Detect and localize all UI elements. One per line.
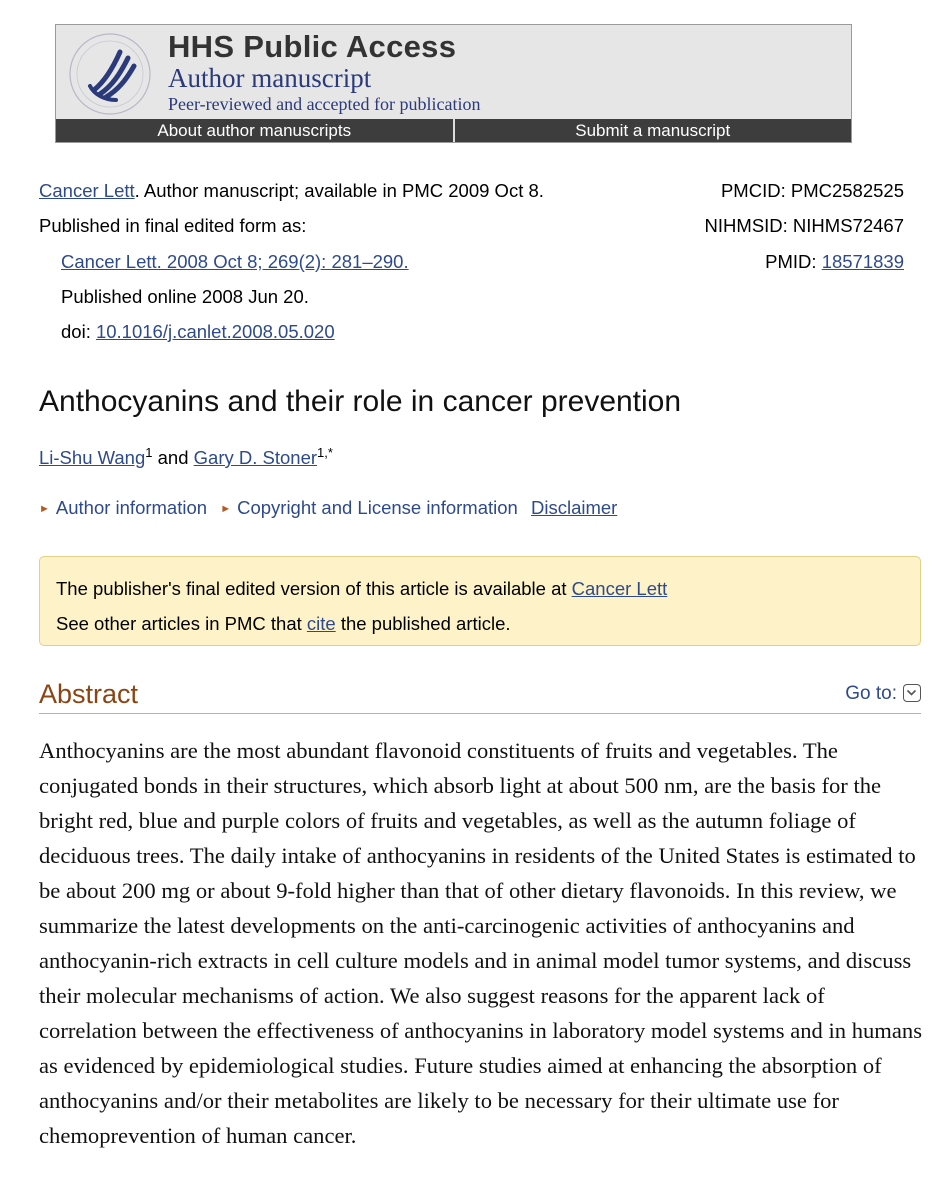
- abstract-header: [39, 677, 921, 714]
- pmid-label: PMID:: [765, 251, 822, 272]
- publisher-version-notice: [39, 556, 921, 646]
- notice-text: The publisher's final edited version of this article is available at: [56, 578, 572, 599]
- goto-label: Go to:: [845, 683, 897, 704]
- disclaimer-link[interactable]: Disclaimer: [530, 497, 618, 518]
- nihmsid: NIHMSID: NIHMS72467: [704, 215, 904, 236]
- author-link-stoner[interactable]: Gary D. Stoner: [193, 447, 318, 469]
- abstract-text: Anthocyanins are the most abundant flavonoid constituents of fruits and vegetables. The conjugated bonds in their structures, which absorb light at about 500 nm, are the basis for the bright red, blue and purple colors of fruits and vegetables, as well as the autumn foliage of deciduous trees. The daily intake of anthocyanins in residents of the United States is estimated to be about 200 mg or about 9-fold higher than that of other dietary flavonoids. In this review, we summarize the latest developments on the anti-carcinogenic activities of anthocyanins and anthocyanin-rich extracts in cell culture models and in animal model tumor systems, and discuss their molecular mechanisms of action. We also suggest reasons for the apparent lack of correlation between the effectiveness of anthocyanins in laboratory model systems and in humans as evidenced by epidemiological studies. Future studies aimed at enhancing the absorption of anthocyanins and/or their metabolites are likely to be necessary for their ultimate use for chemoprevention of human cancer.: [39, 738, 922, 1148]
- journal-link[interactable]: Cancer Lett: [39, 180, 135, 201]
- banner-subtitle: Author manuscript: [168, 63, 372, 93]
- banner-tagline: Peer-reviewed and accepted for publication: [168, 94, 481, 114]
- abstract-heading: Abstract: [39, 679, 139, 709]
- author-conjunction: and: [157, 447, 189, 469]
- cite-link[interactable]: cite: [306, 613, 336, 634]
- author-list: [39, 445, 333, 469]
- notice-line-2: [56, 606, 904, 641]
- doi-label: doi:: [61, 321, 96, 342]
- hhs-public-access-banner: [55, 24, 852, 143]
- citation-line: [39, 181, 544, 201]
- banner-nav-bar: [56, 119, 851, 142]
- submit-manuscript-button[interactable]: Submit a manuscript: [453, 119, 852, 142]
- copyright-license-toggle[interactable]: [220, 497, 518, 518]
- pmid-link[interactable]: 18571839: [821, 251, 904, 272]
- notice-text: See other articles in PMC that: [56, 613, 307, 634]
- doi-line: [61, 322, 335, 342]
- author-affiliation-sup: 1,*: [317, 445, 333, 460]
- author-link-wang[interactable]: Li-Shu Wang: [39, 447, 146, 469]
- published-in-label: Published in final edited form as:: [39, 215, 307, 236]
- triangle-right-icon: ►: [220, 503, 232, 515]
- hhs-eagle-logo-icon: [64, 30, 156, 118]
- triangle-right-icon: ►: [39, 503, 50, 515]
- doi-link[interactable]: 10.1016/j.canlet.2008.05.020: [95, 321, 335, 342]
- author-affiliation-sup: 1: [145, 445, 153, 460]
- about-author-manuscripts-button[interactable]: About author manuscripts: [157, 121, 352, 140]
- banner-title: HHS Public Access: [168, 29, 457, 64]
- published-online: Published online 2008 Jun 20.: [61, 286, 309, 307]
- notice-line-1: [56, 571, 904, 606]
- article-title: Anthocyanins and their role in cancer prevention: [39, 385, 682, 418]
- pmcid: PMCID: PMC2582525: [720, 180, 904, 201]
- chevron-down-icon: [903, 684, 921, 702]
- author-information-toggle[interactable]: [39, 497, 207, 518]
- article-info-links: [39, 497, 617, 519]
- author-information-label: Author information: [55, 497, 208, 518]
- notice-text: the published article.: [335, 613, 511, 634]
- pmid-line: [765, 252, 904, 272]
- availability-text: . Author manuscript; available in PMC 2009 Oct 8.: [134, 180, 544, 201]
- publisher-journal-link[interactable]: Cancer Lett: [571, 578, 668, 599]
- copyright-license-label: Copyright and License information: [237, 497, 518, 518]
- final-citation-link[interactable]: Cancer Lett. 2008 Oct 8; 269(2): 281–290.: [61, 251, 409, 272]
- goto-menu[interactable]: [845, 683, 921, 705]
